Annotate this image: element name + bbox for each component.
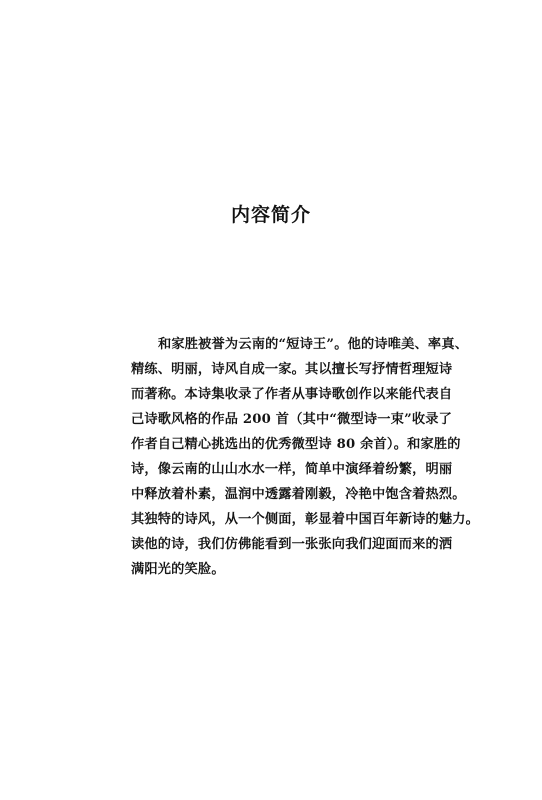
paragraph-line: 读他的诗，我们仿佛能看到一张张向我们迎面而来的洒 [131,537,453,552]
paragraph-line: 其独特的诗风，从一个侧面，彰显着中国百年新诗的魅力。 [131,512,480,527]
paragraph-line: 诗，像云南的山山水水一样，简单中演绎着纷繁，明丽 [131,462,453,477]
paragraph-line: 满阳光的笑脸。 [131,562,225,577]
paragraph-line: 作者自己精心挑选出的优秀微型诗 80 余首）。和家胜的 [131,437,461,452]
paragraph-line: 精练、明丽，诗风自成一家。其以擅长写抒情哲理短诗 [131,362,453,377]
paragraph-line: 而著称。本诗集收录了作者从事诗歌创作以来能代表自 [131,387,453,402]
paragraph-line: 中释放着朴素，温润中透露着刚毅，冷艳中饱含着热烈。 [131,487,466,502]
paragraph-line: 己诗歌风格的作品 200 首（其中“微型诗一束”收录了 [131,412,453,427]
introduction-paragraph [131,332,480,582]
page-title: 内容简介 [230,204,311,226]
paragraph-line: 和家胜被誉为云南的“短诗王”。他的诗唯美、率真、 [158,337,469,352]
